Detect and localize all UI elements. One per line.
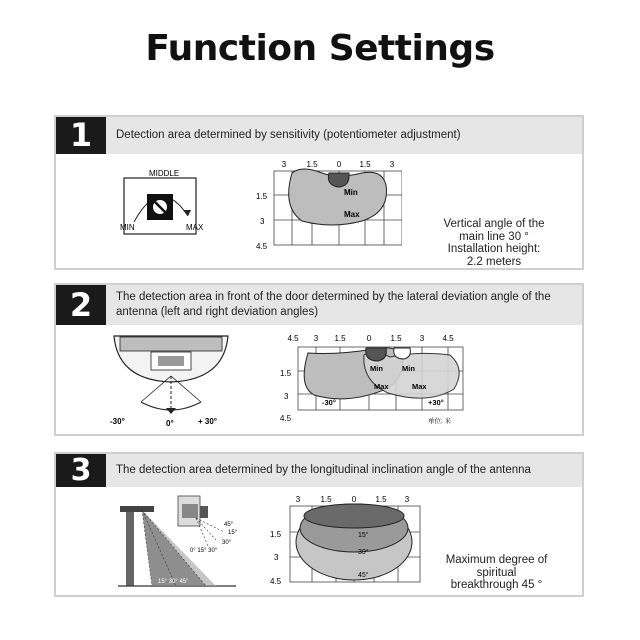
section-2-panel — [54, 283, 584, 436]
section-3-description: The detection area determined by the longitudinal inclination angle of the antenna — [116, 464, 531, 476]
angle-15-label: 15° — [228, 530, 238, 536]
min-label-left: Min — [370, 364, 383, 373]
note-line: Maximum degree of — [445, 554, 548, 566]
section-3-number: 3 — [56, 454, 106, 487]
knob-max-label: MAX — [186, 223, 204, 232]
angle-minus-30-label: -30° — [110, 417, 125, 426]
sensitivity-area-chart — [252, 157, 402, 252]
inclination-device-diagram — [116, 492, 256, 592]
x-tick: 4.5 — [442, 334, 454, 343]
x-tick: 1.5 — [334, 334, 346, 343]
x-tick: 3 — [389, 160, 395, 169]
note-line: main line 30 ° — [459, 230, 529, 243]
left-min-area — [366, 348, 387, 361]
y-tick: 1.5 — [256, 192, 268, 201]
note-line: spiritual — [476, 566, 517, 579]
note-line: breakthrough 45 ° — [450, 579, 543, 591]
angle-15-label: 15° — [358, 532, 369, 539]
section-1-note — [434, 218, 554, 268]
section-1-description: Detection area determined by sensitivity (potentiometer adjustment) — [116, 129, 461, 141]
note-line: 2.2 meters — [466, 255, 522, 268]
y-tick: 3 — [274, 553, 279, 562]
angle-plus-30-label: + 30° — [198, 417, 217, 426]
min-label-right: Min — [402, 364, 415, 373]
x-tick: 3 — [281, 160, 287, 169]
x-tick: 1.5 — [306, 160, 318, 169]
x-tick: 3 — [419, 334, 425, 343]
y-tick: 4.5 — [256, 242, 268, 251]
y-tick: 3 — [284, 392, 289, 401]
x-tick: 3 — [404, 495, 410, 504]
note-line: Installation height: — [447, 243, 541, 255]
x-tick: 4.5 — [287, 334, 299, 343]
area-15-deg — [304, 504, 404, 528]
knob-min-label: MIN — [120, 223, 135, 232]
angle-30-label: 30° — [222, 540, 232, 546]
lateral-area-chart — [278, 331, 468, 431]
y-tick: 1.5 — [270, 530, 282, 539]
max-label: Max — [344, 210, 360, 219]
knob-middle-label: MIDDLE — [149, 169, 180, 178]
page-title: Function Settings — [145, 28, 495, 69]
y-tick: 4.5 — [270, 577, 282, 586]
angle-0-label: 0° — [166, 419, 174, 428]
max-label-left: Max — [374, 382, 389, 391]
section-3-panel — [54, 452, 584, 597]
x-tick: 0 — [336, 160, 342, 169]
x-tick: 1.5 — [359, 160, 371, 169]
x-tick: 1.5 — [320, 495, 332, 504]
right-min-area — [394, 348, 411, 359]
max-label-right: Max — [412, 382, 427, 391]
y-tick: 3 — [260, 217, 265, 226]
angle-30-label: 30° — [358, 549, 369, 556]
x-tick: 3 — [313, 334, 319, 343]
section-1-number: 1 — [56, 117, 106, 154]
lateral-angle-device-diagram — [106, 330, 236, 430]
min-detection-area — [328, 173, 349, 187]
x-tick: 0 — [366, 334, 372, 343]
angle-45-label: 45° — [358, 572, 369, 579]
section-2-description: The detection area in front of the door determined by the lateral deviation angle of the antenna (left and right deviation angles) — [116, 291, 551, 318]
x-tick: 3 — [295, 495, 301, 504]
angle-45-label: 45° — [224, 522, 234, 528]
note-line: Vertical angle of the — [443, 218, 545, 230]
x-tick: 0 — [351, 495, 357, 504]
unit-label: 单位: 米 — [428, 418, 452, 425]
sensitivity-knob-diagram — [116, 164, 206, 244]
section-3-note — [434, 554, 559, 592]
section-1-panel — [54, 115, 584, 270]
inclination-area-chart — [268, 492, 428, 592]
floor-angle-labels: 15° 30° 45° — [158, 579, 189, 585]
min-label: Min — [344, 188, 358, 197]
small-angle-labels: 0° 15° 30° — [190, 548, 218, 554]
y-tick: 4.5 — [280, 414, 292, 423]
x-tick: 1.5 — [375, 495, 387, 504]
y-tick: 1.5 — [280, 369, 292, 378]
angle-left-label: -30° — [322, 398, 336, 407]
section-2-number: 2 — [56, 285, 106, 325]
angle-right-label: +30° — [428, 398, 444, 407]
x-tick: 1.5 — [390, 334, 402, 343]
